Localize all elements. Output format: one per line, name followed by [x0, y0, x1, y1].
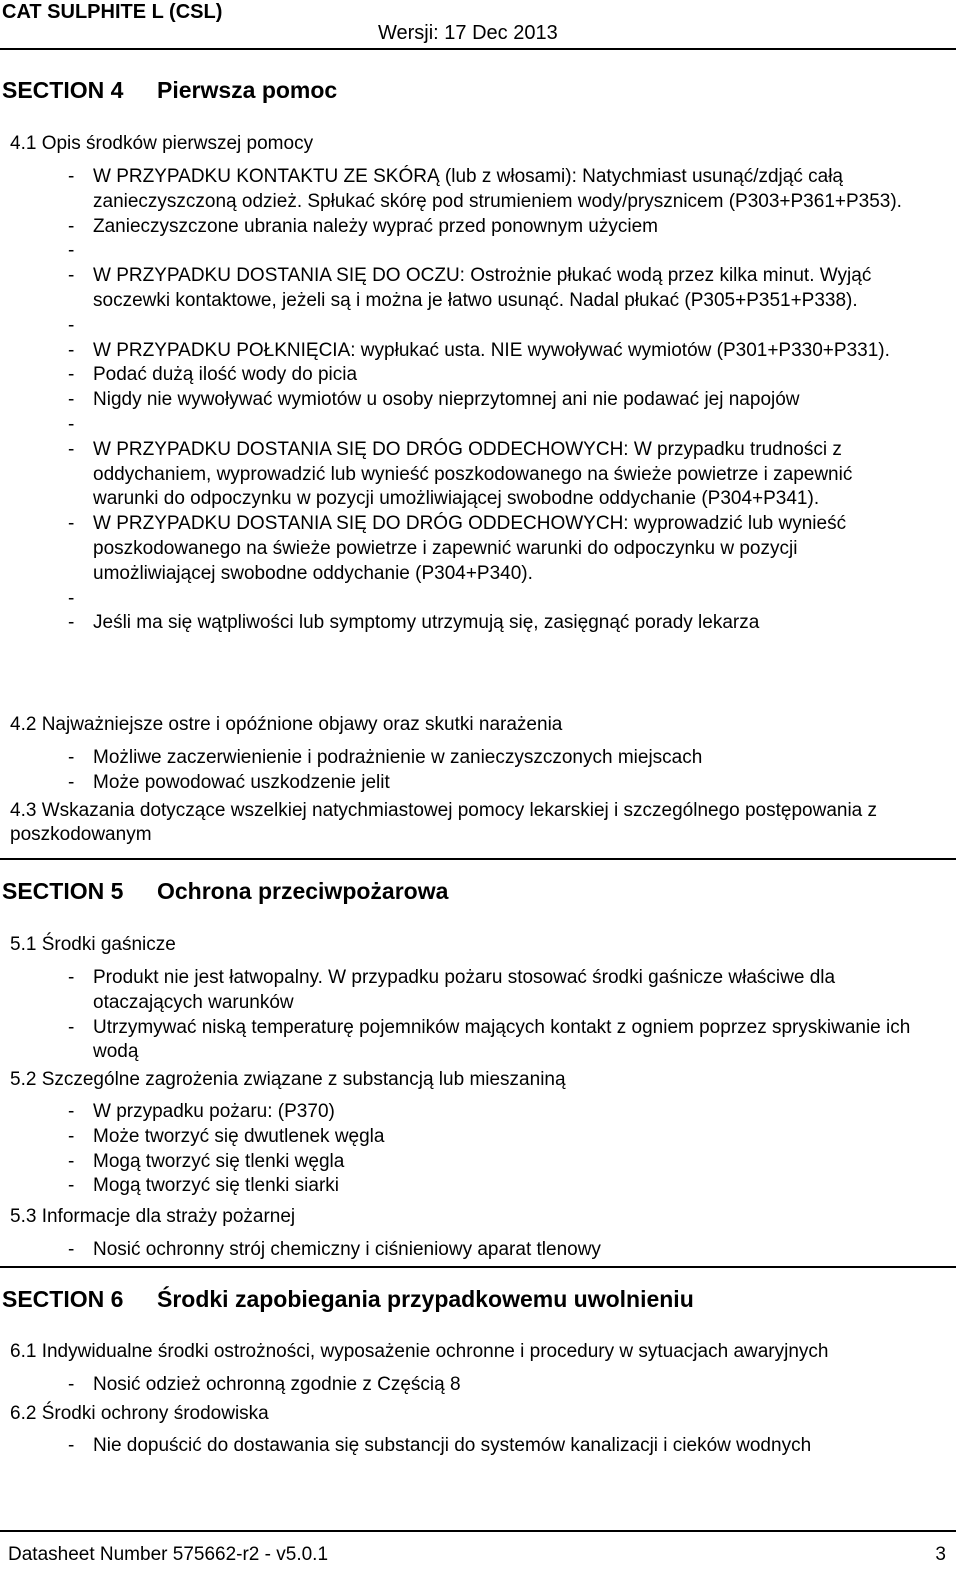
- first-aid-measures-list: [68, 165, 918, 636]
- list-item: [68, 587, 918, 612]
- list-item: - Produkt nie jest łatwopalny. W przypadku pożaru stosować środki gaśnicze właściwe dla otaczających warunków: [68, 966, 918, 1016]
- page-header: [0, 0, 960, 50]
- subsection-6-2: 6.2 Środki ochrony środowiska: [10, 1403, 269, 1424]
- list-item: - Możliwe zaczerwienienie i podrażnienie w zanieczyszczonych miejscach: [68, 746, 918, 771]
- list-item: - Podać dużą ilość wody do picia: [68, 363, 918, 388]
- section-6-divider: [0, 1266, 956, 1268]
- list-item: - Mogą tworzyć się tlenki siarki: [68, 1174, 918, 1199]
- list-item: [68, 239, 918, 264]
- list-item: - Jeśli ma się wątpliwości lub symptomy utrzymują się, zasięgnąć porady lekarza: [68, 611, 918, 636]
- section-4-number: SECTION 4: [2, 77, 124, 103]
- version-date: Wersji: 17 Dec 2013: [378, 22, 558, 44]
- list-item: [68, 314, 918, 339]
- subsection-4-1: 4.1 Opis środków pierwszej pomocy: [10, 133, 314, 154]
- list-item: - W PRZYPADKU DOSTANIA SIĘ DO DRÓG ODDECHOWYCH: wyprowadzić lub wynieść poszkodowanego na świeże powietrze i zapewnić warunki do odpoczynku w pozycji umożliwiającej swobodne oddychanie (P304+P340).: [68, 512, 918, 586]
- list-item: - Może tworzyć się dwutlenek węgla: [68, 1125, 918, 1150]
- header-divider: [0, 48, 956, 50]
- firefighter-advice-list: [68, 1238, 918, 1263]
- list-item: - W PRZYPADKU DOSTANIA SIĘ DO DRÓG ODDECHOWYCH: W przypadku trudności z oddychaniem, wyprowadzić lub wynieść poszkodowanego na świeże powietrze i zapewnić warunki do odpoczynku w pozycji umożliwiającej swobodne oddychanie (P304+P341).: [68, 438, 918, 512]
- list-item: - Utrzymywać niską temperaturę pojemników mających kontakt z ogniem poprzez spryskiwanie ich wodą: [68, 1016, 918, 1066]
- section-6-number: SECTION 6: [2, 1286, 124, 1312]
- list-item: - Nosić ochronny strój chemiczny i ciśnieniowy aparat tlenowy: [68, 1238, 918, 1263]
- section-6-heading: [2, 1286, 694, 1313]
- subsection-5-3: 5.3 Informacje dla straży pożarnej: [10, 1206, 296, 1227]
- section-5-divider: [0, 858, 956, 860]
- section-5-heading: [2, 878, 448, 905]
- section-4-heading: [2, 77, 337, 104]
- list-item: - W PRZYPADKU DOSTANIA SIĘ DO OCZU: Ostrożnie płukać wodą przez kilka minut. Wyjąć soczewki kontaktowe, jeżeli są i można je łatwo usunąć. Nadal płukać (P305+P351+P338).: [68, 264, 918, 314]
- section-5-number: SECTION 5: [2, 878, 124, 904]
- environmental-precautions-list: [68, 1434, 918, 1459]
- subsection-6-1: 6.1 Indywidualne środki ostrożności, wyposażenie ochronne i procedury w sytuacjach awaryjnych: [10, 1341, 829, 1362]
- list-item: - Zanieczyszczone ubrania należy wyprać przed ponownym użyciem: [68, 215, 918, 240]
- extinguishing-media-list: [68, 966, 918, 1065]
- product-name: CAT SULPHITE L (CSL): [2, 1, 223, 23]
- section-4-title: Pierwsza pomoc: [157, 77, 338, 103]
- list-item: - Mogą tworzyć się tlenki węgla: [68, 1150, 918, 1175]
- list-item: - Nosić odzież ochronną zgodnie z Częścią 8: [68, 1373, 918, 1398]
- list-item: - Nie dopuścić do dostawania się substancji do systemów kanalizacji i cieków wodnych: [68, 1434, 918, 1459]
- list-item: - Nigdy nie wywoływać wymiotów u osoby nieprzytomnej ani nie podawać jej napojów: [68, 388, 918, 413]
- list-item: [68, 413, 918, 438]
- symptoms-list: [68, 746, 918, 796]
- subsection-5-2: 5.2 Szczególne zagrożenia związane z substancją lub mieszaniną: [10, 1069, 566, 1090]
- list-item: - W przypadku pożaru: (P370): [68, 1100, 918, 1125]
- subsection-5-1: 5.1 Środki gaśnicze: [10, 934, 176, 955]
- page-footer: [0, 1532, 960, 1574]
- special-hazards-list: [68, 1100, 918, 1199]
- subsection-4-3: 4.3 Wskazania dotyczące wszelkiej natychmiastowej pomocy lekarskiej i szczególnego postępowania z poszkodowanym: [10, 800, 878, 845]
- list-item: - Może powodować uszkodzenie jelit: [68, 771, 918, 796]
- section-5-title: Ochrona przeciwpożarowa: [157, 878, 449, 904]
- section-6-title: Środki zapobiegania przypadkowemu uwolnieniu: [157, 1286, 694, 1312]
- list-item: - W PRZYPADKU POŁKNIĘCIA: wypłukać usta. NIE wywoływać wymiotów (P301+P330+P331).: [68, 339, 918, 364]
- datasheet-number: Datasheet Number 575662-r2 - v5.0.1: [8, 1544, 329, 1565]
- page-number: 3: [935, 1544, 946, 1565]
- personal-precautions-list: [68, 1373, 918, 1398]
- list-item: - W PRZYPADKU KONTAKTU ZE SKÓRĄ (lub z włosami): Natychmiast usunąć/zdjąć całą zanieczyszczoną odzież. Spłukać skórę pod strumieniem wody/prysznicem (P303+P361+P353).: [68, 165, 918, 215]
- subsection-4-2: 4.2 Najważniejsze ostre i opóźnione objawy oraz skutki narażenia: [10, 714, 563, 735]
